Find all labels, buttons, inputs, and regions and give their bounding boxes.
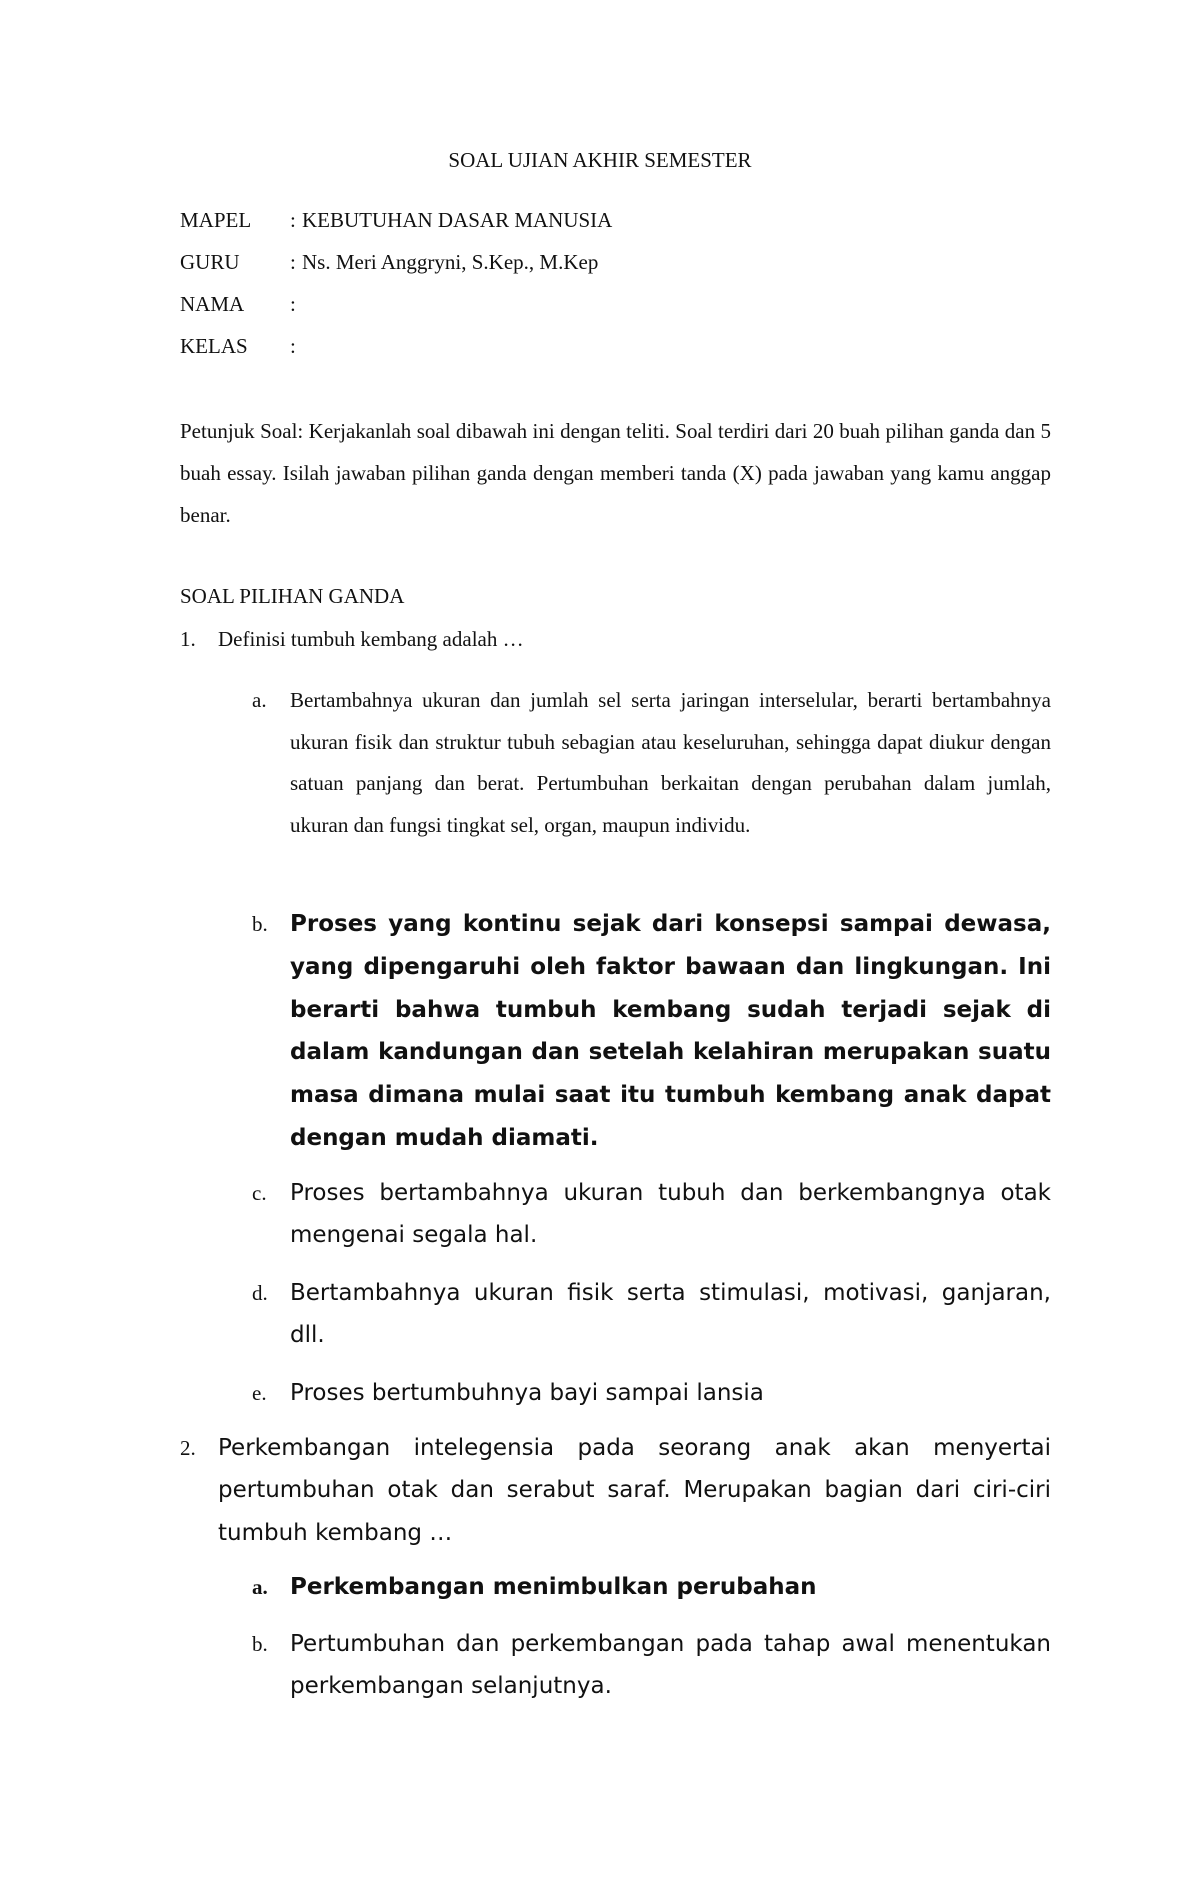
question-number: 2.	[180, 1436, 196, 1460]
meta-colon: :	[290, 208, 296, 232]
option-letter: b.	[252, 912, 268, 936]
option-letter: d.	[252, 1281, 268, 1305]
instructions-paragraph: Petunjuk Soal: Kerjakanlah soal dibawah ini dengan teliti. Soal terdiri dari 20 buah pilihan ganda dan 5 buah essay. Isilah jawaban pilihan ganda dengan memberi tanda (X) pada jawaban yang kamu anggap benar.	[180, 419, 1051, 527]
meta-colon: :	[290, 334, 296, 358]
document-title: SOAL UJIAN AKHIR SEMESTER	[448, 148, 752, 172]
option-text: Bertambahnya ukuran fisik serta stimulasi, motivasi, ganjaran, dll.	[290, 1280, 1051, 1348]
meta-label: GURU	[180, 250, 240, 274]
meta-label: KELAS	[180, 334, 248, 358]
meta-label: NAMA	[180, 292, 245, 316]
question-text: Perkembangan intelegensia pada seorang anak akan menyertai pertumbuhan otak dan serabut saraf. Merupakan bagian dari ciri-ciri tumbuh kembang …	[218, 1435, 1051, 1546]
option-text-answer-key: Proses yang kontinu sejak dari konsepsi sampai dewasa, yang dipengaruhi oleh faktor bawaan dan lingkungan. Ini berarti bahwa tumbuh kembang sudah terjadi sejak di dalam kandungan dan setelah kelahiran merupakan suatu masa dimana mulai saat itu tumbuh kembang anak dapat dengan mudah diamati.	[290, 911, 1051, 1151]
option-letter: b.	[252, 1632, 268, 1656]
meta-colon: :	[290, 292, 296, 316]
option-letter: a.	[252, 688, 267, 712]
option-text: Pertumbuhan dan perkembangan pada tahap awal menentukan perkembangan selanjutnya.	[290, 1631, 1051, 1699]
meta-value: Ns. Meri Anggryni, S.Kep., M.Kep	[302, 250, 599, 274]
meta-label: MAPEL	[180, 208, 252, 232]
question-number: 1.	[180, 627, 196, 651]
option-text: Proses bertambahnya ukuran tubuh dan berkembangnya otak mengenai segala hal.	[290, 1180, 1051, 1248]
option-text-answer-key: Perkembangan menimbulkan perubahan	[290, 1574, 817, 1600]
option-letter: c.	[252, 1181, 267, 1205]
question-text: Definisi tumbuh kembang adalah …	[218, 627, 524, 651]
option-text: Proses bertumbuhnya bayi sampai lansia	[290, 1380, 764, 1406]
option-text: Bertambahnya ukuran dan jumlah sel serta jaringan interselular, berarti bertambahnya ukuran fisik dan struktur tubuh sebagian atau keseluruhan, sehingga dapat diukur dengan satuan panjang dan berat. Pertumbuhan berkaitan dengan perubahan dalam jumlah, ukuran dan fungsi tingkat sel, organ, maupun individu.	[290, 688, 1051, 837]
section-title: SOAL PILIHAN GANDA	[180, 584, 405, 608]
meta-value: KEBUTUHAN DASAR MANUSIA	[302, 208, 613, 232]
option-letter: e.	[252, 1381, 267, 1405]
option-letter: a.	[252, 1575, 268, 1599]
meta-colon: :	[290, 250, 296, 274]
